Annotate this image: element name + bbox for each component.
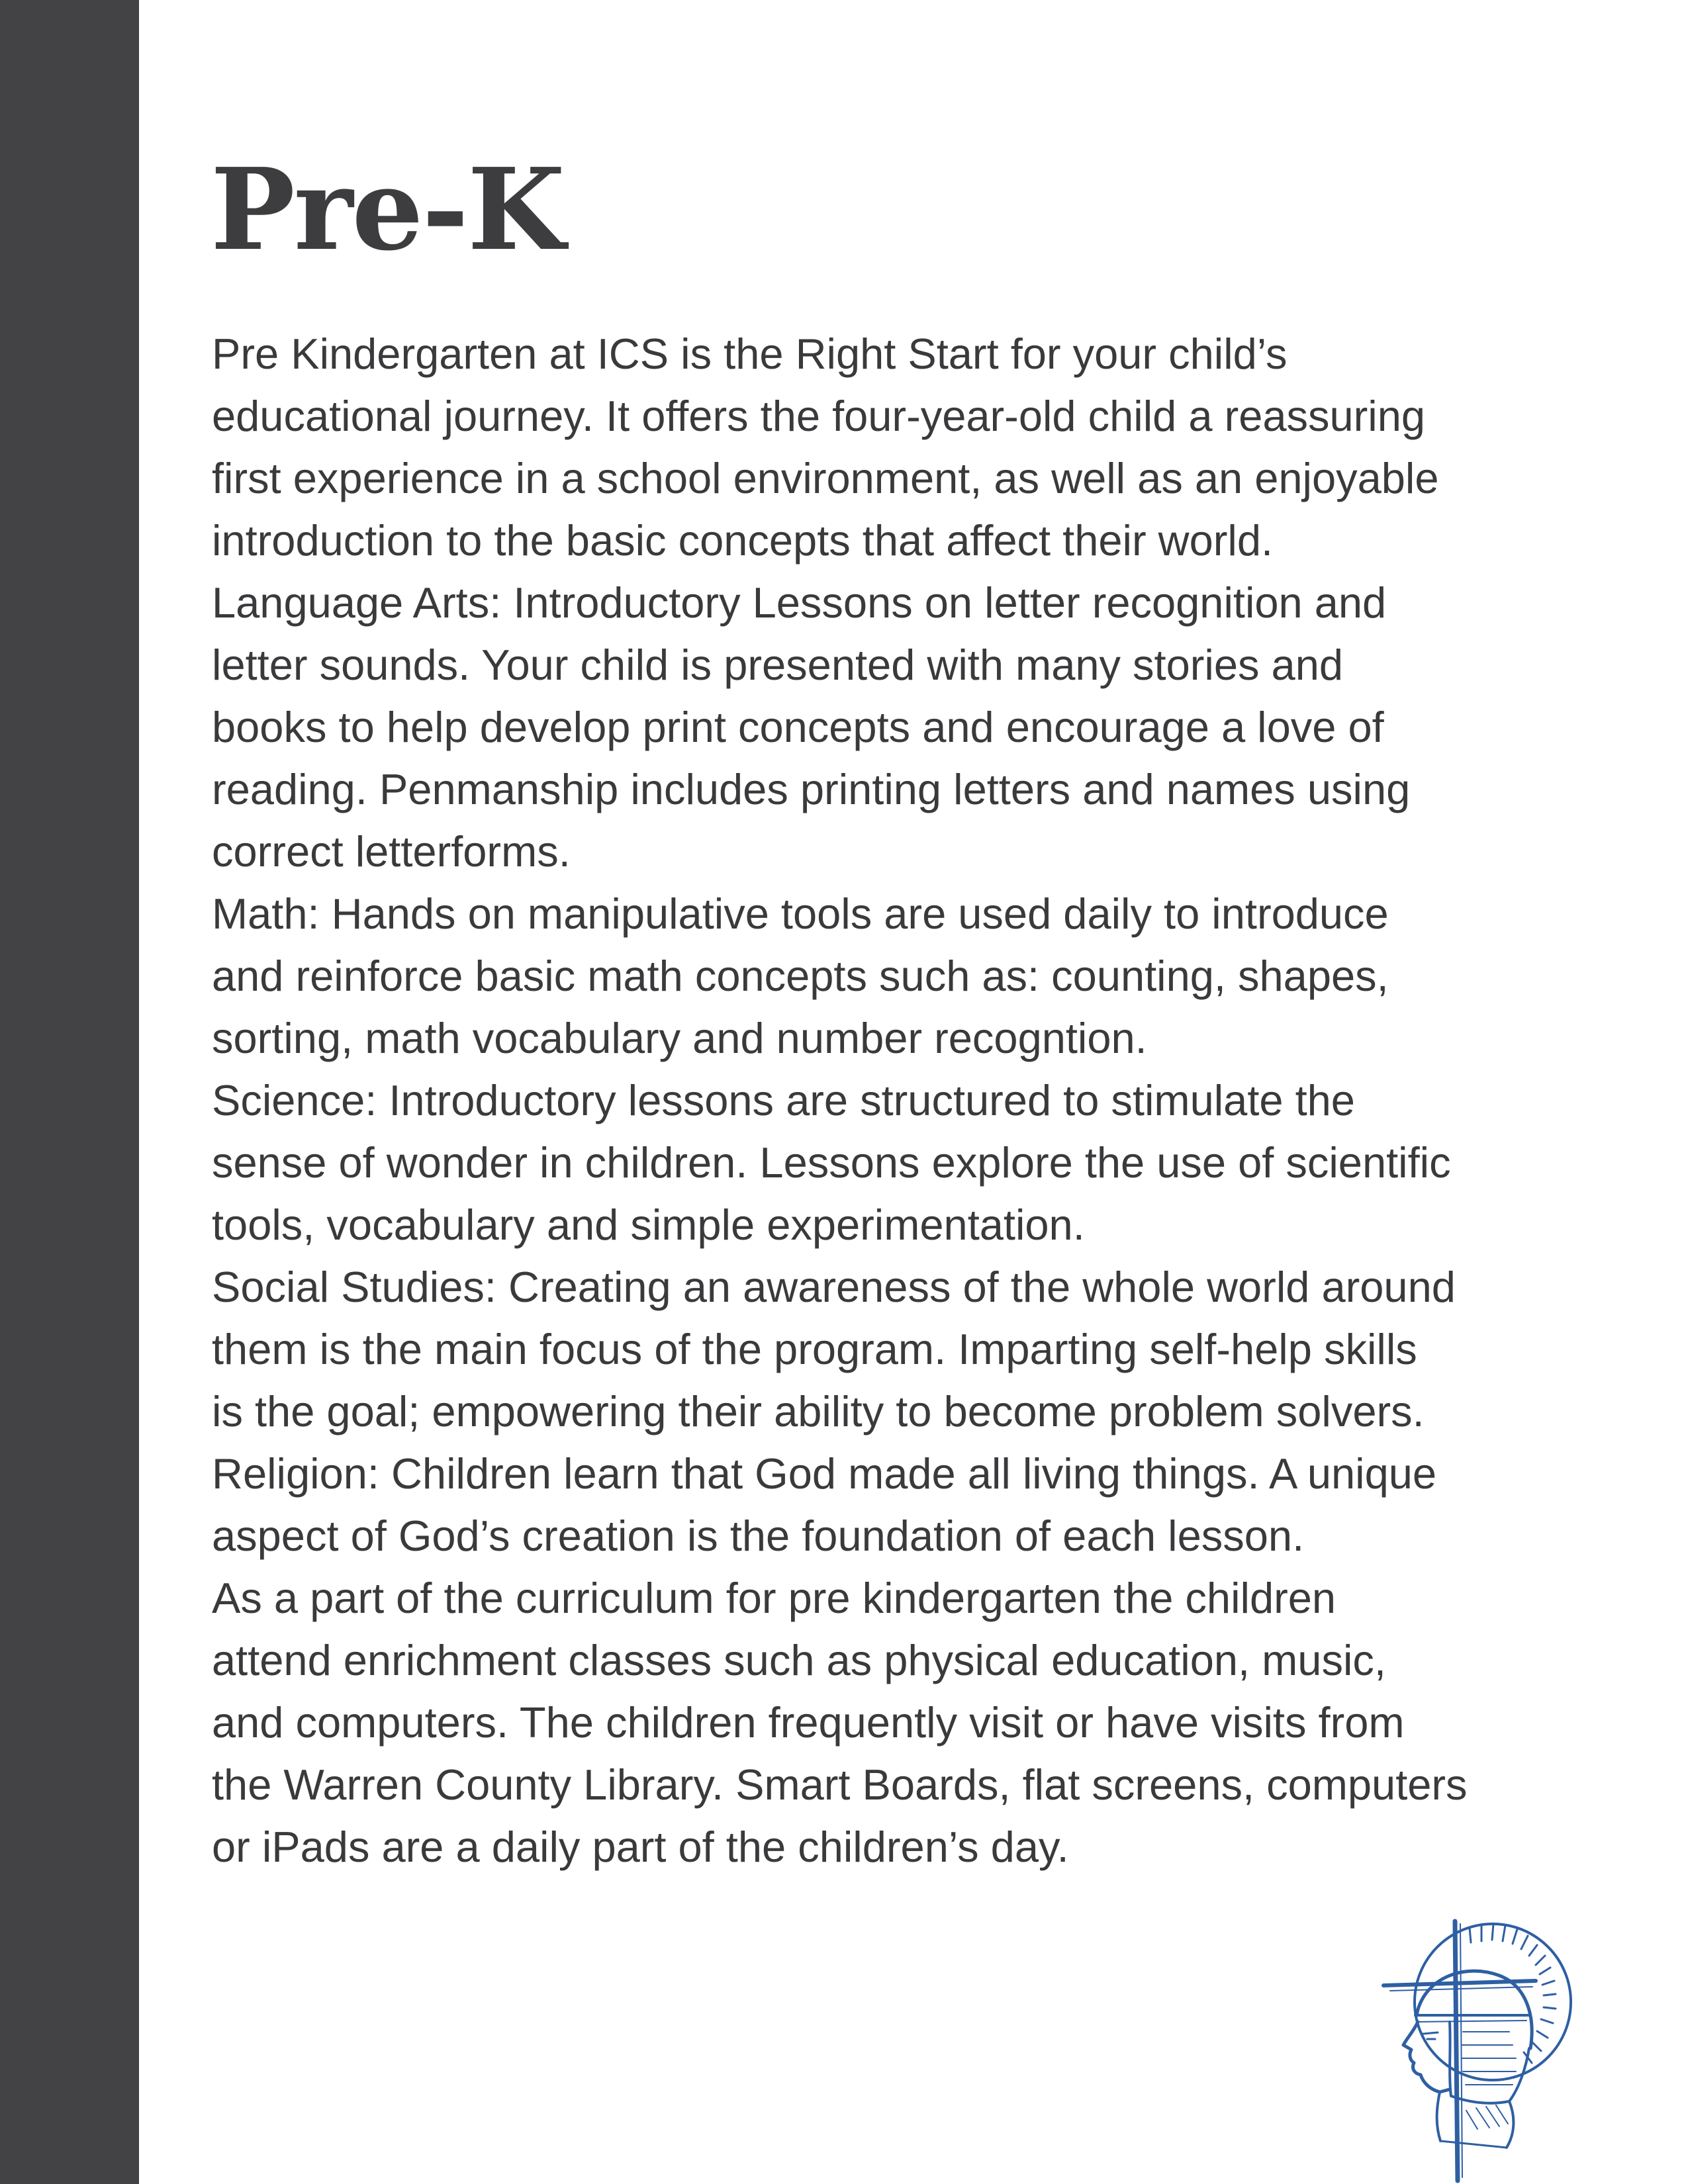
body-line: is the goal; empowering their ability to become problem solvers.	[212, 1387, 1425, 1435]
body-line: the Warren County Library. Smart Boards, flat screens, computers	[212, 1760, 1468, 1809]
body-text	[212, 323, 1589, 1878]
body-line: letter sounds. Your child is presented with many stories and	[212, 641, 1344, 689]
body-line: Social Studies: Creating an awareness of the whole world around	[212, 1263, 1456, 1311]
body-line: sense of wonder in children. Lessons explore the use of scientific	[212, 1138, 1451, 1187]
body-line: Math: Hands on manipulative tools are used daily to introduce	[212, 889, 1389, 938]
body-line: or iPads are a daily part of the children’s day.	[212, 1823, 1069, 1871]
body-line: Religion: Children learn that God made all living things. A unique	[212, 1449, 1437, 1498]
body-line: sorting, math vocabulary and number recogntion.	[212, 1014, 1147, 1062]
body-line: Pre Kindergarten at ICS is the Right Start for your child’s	[212, 330, 1288, 378]
body-line: Language Arts: Introductory Lessons on letter recognition and	[212, 578, 1387, 627]
body-line: and computers. The children frequently visit or have visits from	[212, 1698, 1405, 1747]
left-sidebar-band	[0, 0, 139, 2184]
body-line: educational journey. It offers the four-year-old child a reassuring	[212, 392, 1426, 440]
body-line: aspect of God’s creation is the foundation of each lesson.	[212, 1512, 1305, 1560]
body-line: first experience in a school environment, as well as an enjoyable	[212, 454, 1439, 502]
body-line: reading. Penmanship includes printing letters and names using	[212, 765, 1411, 813]
body-line: and reinforce basic math concepts such as: counting, shapes,	[212, 952, 1389, 1000]
body-line: Science: Introductory lessons are structured to stimulate the	[212, 1076, 1355, 1124]
body-line: introduction to the basic concepts that affect their world.	[212, 516, 1274, 565]
body-line: tools, vocabulary and simple experimentation.	[212, 1201, 1085, 1249]
body-line: books to help develop print concepts and encourage a love of	[212, 703, 1384, 751]
spartan-helmet-cross-logo-icon	[1377, 1916, 1575, 2184]
page-title: Pre-K	[211, 144, 564, 276]
body-line: As a part of the curriculum for pre kindergarten the children	[212, 1574, 1336, 1622]
body-line: attend enrichment classes such as physical education, music,	[212, 1636, 1386, 1684]
body-line: them is the main focus of the program. Imparting self-help skills	[212, 1325, 1417, 1373]
body-line: correct letterforms.	[212, 827, 571, 876]
